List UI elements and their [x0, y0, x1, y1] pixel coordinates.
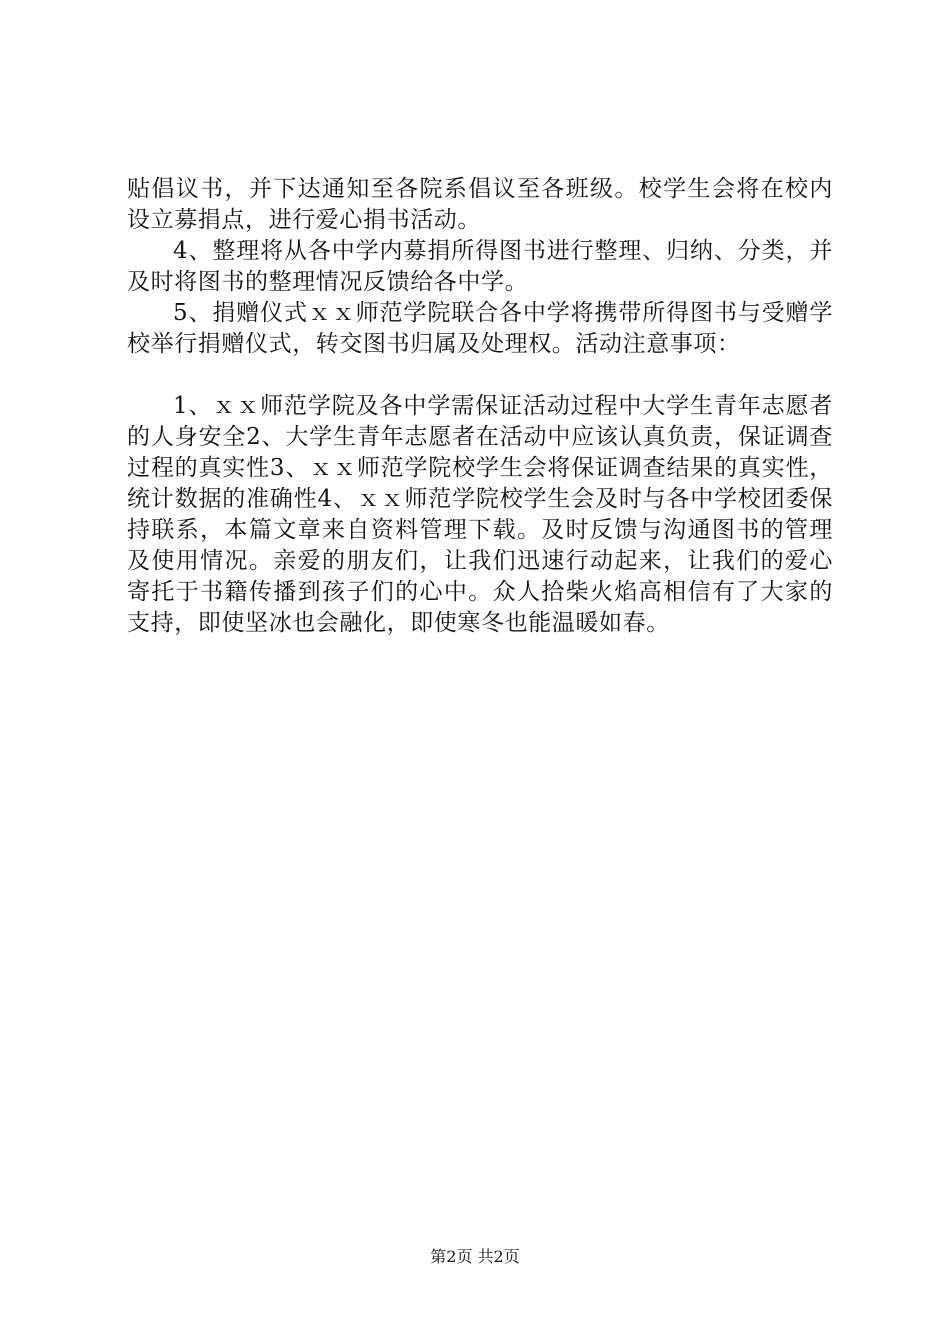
- paragraph-step-5: 5、捐赠仪式ｘｘ师范学院联合各中学将携带所得图书与受赠学校举行捐赠仪式，转交图书归属及处理权。活动注意事项：: [127, 300, 833, 357]
- page-number-footer: 第2页 共2页: [430, 1247, 520, 1266]
- paragraph-intro: 贴倡议书，并下达通知至各院系倡议至各班级。校学生会将在校内设立募捐点，进行爱心捐书活动。: [127, 176, 833, 233]
- paragraph-notes: 1、ｘｘ师范学院及各中学需保证活动过程中大学生青年志愿者的人身安全2、大学生青年志愿者在活动中应该认真负责，保证调查过程的真实性3、ｘｘ师范学院校学生会将保证调查结果的真实性，统计数据的准确性4、ｘｘ师范学院校学生会及时与各中学校团委保持联系，本篇文章来自资料管理下载。及时反馈与沟通图书的管理及使用情况。亲爱的朋友们，让我们迅速行动起来，让我们的爱心寄托于书籍传播到孩子们的心中。众人拾柴火焰高相信有了大家的支持，即使坚冰也会融化，即使寒冬也能温暖如春。: [127, 393, 833, 636]
- document-body: [127, 174, 833, 639]
- paragraph-step-4: 4、整理将从各中学内募捐所得图书进行整理、归纳、分类，并及时将图书的整理情况反馈给各中学。: [127, 238, 833, 295]
- paragraph-spacer: [127, 360, 833, 391]
